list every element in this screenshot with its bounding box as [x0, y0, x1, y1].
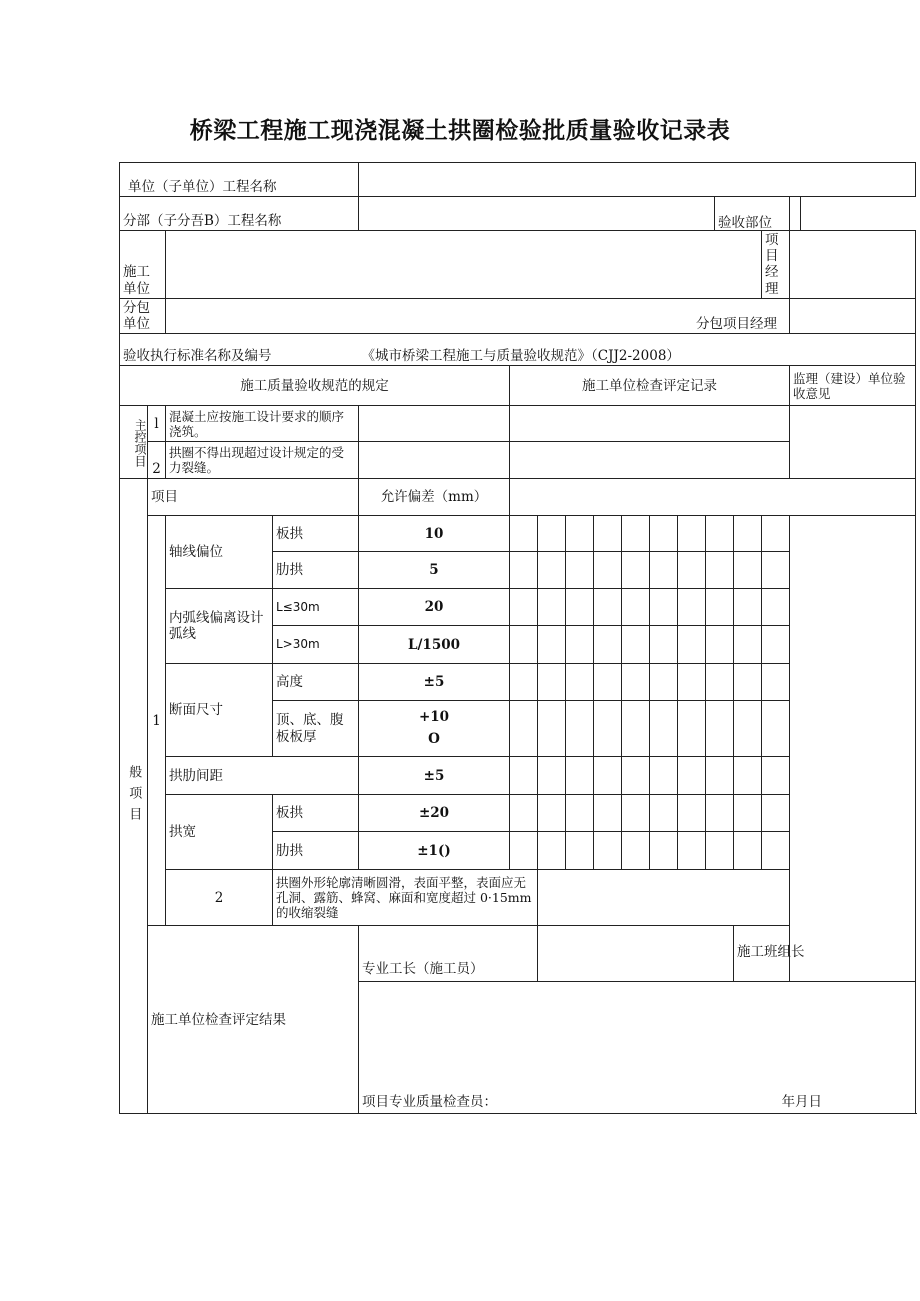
result-label: 施工单位检查评定结果 [148, 926, 359, 1114]
check-cell[interactable] [734, 626, 762, 664]
group-name: 轴线偏位 [166, 516, 273, 589]
check-cell[interactable] [762, 701, 790, 757]
check-cell[interactable] [622, 626, 650, 664]
tolerance-header: 允许偏差（mm） [359, 479, 510, 516]
check-cell[interactable] [650, 832, 678, 870]
group-name: 断面尺寸 [166, 664, 273, 757]
check-cell[interactable] [706, 516, 734, 552]
check-cell[interactable] [510, 552, 538, 589]
check-cell[interactable] [622, 795, 650, 832]
check-cell[interactable] [538, 832, 566, 870]
check-cell[interactable] [566, 795, 594, 832]
main-item-number: 2 [148, 442, 166, 479]
check-cell[interactable] [706, 664, 734, 701]
tolerance-value: 5 [359, 552, 510, 589]
check-cell[interactable] [510, 701, 538, 757]
check-cell[interactable] [734, 701, 762, 757]
general-item2-text: 拱圈外形轮廓清晰圆滑，表面平整，表面应无孔洞、露筋、蜂窝、麻面和宽度超过 0·15mm 的收缩裂缝 [273, 870, 538, 926]
check-cell[interactable] [622, 832, 650, 870]
unit-project-name-label: 单位（子单位）工程名称 [120, 163, 359, 197]
check-cell[interactable] [594, 757, 622, 795]
foreman-label: 专业工长（施工员） [359, 926, 538, 982]
check-cell[interactable] [650, 552, 678, 589]
check-cell[interactable] [762, 589, 790, 626]
check-cell[interactable] [594, 832, 622, 870]
check-cell[interactable] [566, 626, 594, 664]
subcontract-manager-label: 分包项目经理 [166, 298, 790, 333]
check-cell[interactable] [678, 552, 706, 589]
acceptance-part-label: 验收部位 [718, 215, 772, 231]
check-cell[interactable] [594, 589, 622, 626]
general-item2-number: 2 [166, 870, 273, 926]
check-cell[interactable] [734, 589, 762, 626]
group-name: 拱肋间距 [166, 757, 359, 795]
check-cell[interactable] [622, 757, 650, 795]
foreman-field[interactable] [538, 926, 734, 982]
inspector-label: 项目专业质量检查员： [362, 1093, 497, 1110]
sub-item: 肋拱 [273, 552, 359, 589]
general-group-number: 1 [148, 516, 166, 926]
check-cell[interactable] [510, 795, 538, 832]
check-cell[interactable] [566, 516, 594, 552]
standard-value: 《城市桥梁工程施工与质量验收规范》（CJJ2-2008） [359, 334, 916, 366]
check-cell[interactable] [734, 516, 762, 552]
check-cell[interactable] [650, 795, 678, 832]
check-cell[interactable] [678, 516, 706, 552]
check-cell[interactable] [622, 552, 650, 589]
check-cell[interactable] [678, 664, 706, 701]
check-cell[interactable] [762, 516, 790, 552]
check-cell[interactable] [706, 626, 734, 664]
check-cell[interactable] [538, 552, 566, 589]
check-cell[interactable] [538, 701, 566, 757]
check-cell[interactable] [650, 589, 678, 626]
check-cell[interactable] [622, 701, 650, 757]
check-cell[interactable] [762, 664, 790, 701]
supervisor-column-header: 监理（建设）单位验收意见 [790, 366, 916, 406]
item-header: 项目 [148, 479, 359, 516]
subcontract-manager-field[interactable] [790, 298, 916, 333]
check-cell[interactable] [762, 795, 790, 832]
project-manager-field[interactable] [790, 231, 916, 299]
check-cell[interactable] [594, 701, 622, 757]
construction-unit-label: 施工单位 [120, 231, 166, 299]
tolerance-value: 20 [359, 589, 510, 626]
check-cell[interactable] [538, 516, 566, 552]
check-cell[interactable] [734, 795, 762, 832]
spec-column-header: 施工质量验收规范的规定 [120, 366, 510, 406]
check-cell[interactable] [510, 516, 538, 552]
team-leader-label-text: 施工班组长 [737, 944, 805, 961]
check-cell[interactable] [566, 757, 594, 795]
check-cell[interactable] [566, 832, 594, 870]
check-cell[interactable] [734, 664, 762, 701]
check-cell[interactable] [622, 516, 650, 552]
check-cell[interactable] [538, 795, 566, 832]
check-cell[interactable] [650, 516, 678, 552]
check-cell[interactable] [538, 589, 566, 626]
check-cell[interactable] [678, 832, 706, 870]
main-item-text: 拱圈不得出现超过设计规定的受力裂缝。 [166, 442, 359, 479]
check-cell[interactable] [650, 701, 678, 757]
group-name: 内弧线偏离设计弧线 [166, 589, 273, 664]
tolerance-upper: +10 [418, 709, 450, 726]
check-cell[interactable] [594, 516, 622, 552]
main-item-opinion[interactable] [790, 406, 916, 479]
sub-project-name-label: 分部（子分吾B）工程名称 [120, 197, 359, 231]
general-item2-record[interactable] [538, 870, 916, 926]
check-cell[interactable] [650, 626, 678, 664]
tolerance-value: L/1500 [359, 626, 510, 664]
sub-item: 顶、底、腹板板厚 [273, 701, 359, 757]
group-name: 拱宽 [166, 795, 273, 870]
team-leader-label [734, 926, 916, 982]
inspector-signature-area[interactable] [359, 982, 916, 1114]
main-item-record[interactable] [510, 442, 790, 479]
sub-item: 肋拱 [273, 832, 359, 870]
project-manager-label: 项目经理 [762, 231, 790, 299]
check-cell[interactable] [510, 626, 538, 664]
check-cell[interactable] [678, 757, 706, 795]
check-cell[interactable] [510, 757, 538, 795]
form-title: 桥梁工程施工现浇混凝土拱圈检验批质量验收记录表 [189, 118, 731, 144]
check-cell[interactable] [762, 832, 790, 870]
check-cell[interactable] [566, 589, 594, 626]
check-cell[interactable] [762, 626, 790, 664]
tolerance-value: ±20 [359, 795, 510, 832]
unit-project-name-field[interactable] [359, 163, 916, 197]
sub-item: L≤30m [273, 589, 359, 626]
acceptance-part-divider-left [714, 196, 715, 230]
check-cell[interactable] [566, 701, 594, 757]
standard-label: 验收执行标准名称及编号 [120, 334, 359, 366]
sub-project-name-field[interactable] [359, 197, 762, 231]
inspection-column-header: 施工单位检查评定记录 [510, 366, 790, 406]
check-cell[interactable] [734, 832, 762, 870]
check-cell[interactable] [594, 552, 622, 589]
check-cell[interactable] [622, 589, 650, 626]
check-cell[interactable] [622, 664, 650, 701]
check-cell[interactable] [538, 664, 566, 701]
check-cell[interactable] [650, 757, 678, 795]
check-cell[interactable] [510, 589, 538, 626]
check-cell[interactable] [706, 589, 734, 626]
subcontract-unit-label: 分包单位 [120, 298, 166, 333]
check-cell[interactable] [510, 832, 538, 870]
tolerance-value [359, 701, 510, 757]
check-cell[interactable] [566, 552, 594, 589]
construction-unit-field[interactable] [166, 231, 762, 299]
date-label: 年月日 [781, 1093, 823, 1110]
main-item-record[interactable] [510, 406, 790, 442]
check-cell[interactable] [706, 552, 734, 589]
general-items-label: 般项目 [120, 479, 148, 1114]
sub-item: 板拱 [273, 516, 359, 552]
check-cell[interactable] [594, 795, 622, 832]
main-control-label: 主控项目 [120, 406, 148, 479]
check-cell[interactable] [706, 701, 734, 757]
check-cell[interactable] [678, 701, 706, 757]
main-item-number: l [148, 406, 166, 442]
tolerance-value: 10 [359, 516, 510, 552]
check-cell[interactable] [566, 664, 594, 701]
check-cell[interactable] [678, 626, 706, 664]
acceptance-record-table [119, 162, 916, 1114]
tolerance-value: ±1() [359, 832, 510, 870]
check-cell[interactable] [538, 626, 566, 664]
sub-item: 板拱 [273, 795, 359, 832]
sub-item: 高度 [273, 664, 359, 701]
acceptance-part-divider [800, 196, 801, 230]
tolerance-lower: O [428, 730, 440, 747]
check-cell[interactable] [734, 757, 762, 795]
check-cell[interactable] [650, 664, 678, 701]
check-cell[interactable] [706, 832, 734, 870]
check-cell[interactable] [734, 552, 762, 589]
check-cell[interactable] [678, 795, 706, 832]
check-cell[interactable] [706, 795, 734, 832]
sub-item: L>30m [273, 626, 359, 664]
check-cell[interactable] [706, 757, 734, 795]
tolerance-value: ±5 [359, 664, 510, 701]
check-cell[interactable] [762, 552, 790, 589]
check-cell[interactable] [538, 757, 566, 795]
check-cell[interactable] [762, 757, 790, 795]
check-cell[interactable] [510, 664, 538, 701]
check-cell[interactable] [594, 664, 622, 701]
tolerance-value: ±5 [359, 757, 510, 795]
check-cell[interactable] [594, 626, 622, 664]
check-cell[interactable] [678, 589, 706, 626]
main-item-text: 混凝土应按施工设计要求的顺序浇筑。 [166, 406, 359, 442]
